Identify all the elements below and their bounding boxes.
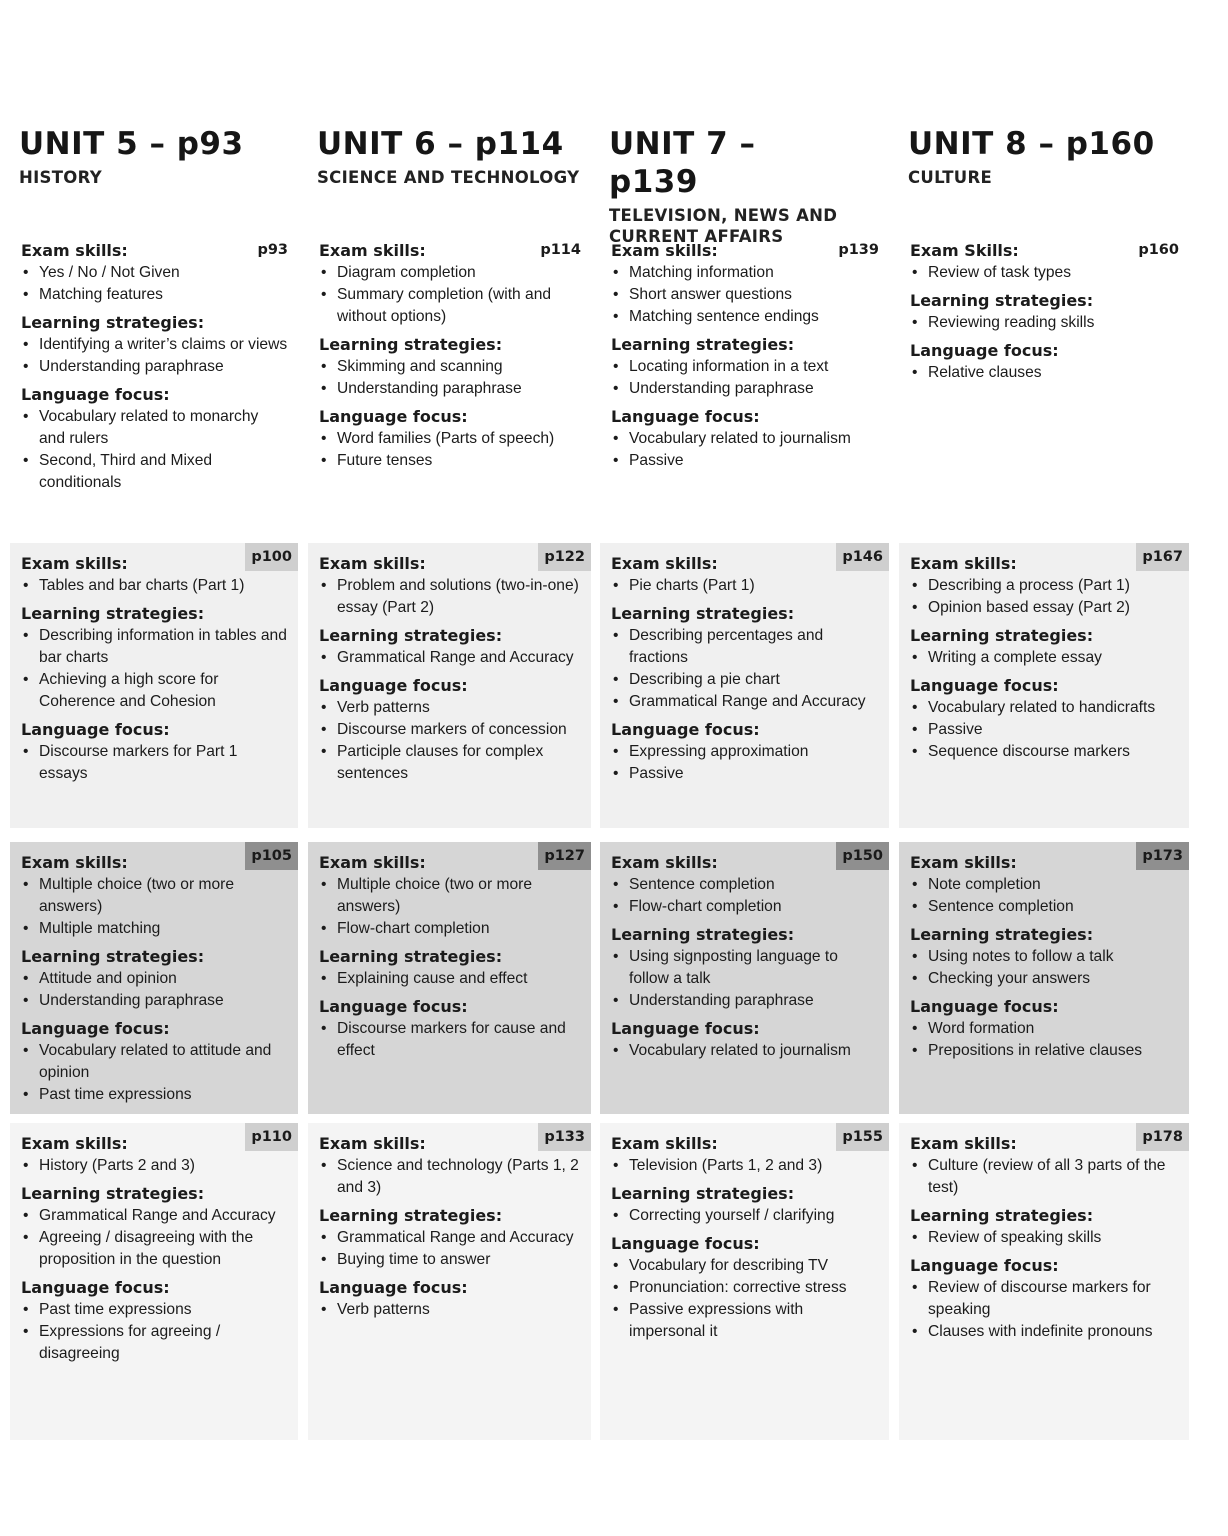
bullet-item: • Attitude and opinion [21,968,288,990]
bullet-list [319,968,581,990]
bullet-list [21,406,288,494]
bullet-item: • Prepositions in relative clauses [910,1040,1179,1062]
unit-title: UNIT 5 – p93 [19,126,244,162]
bullet-list [910,647,1179,669]
bullet-item: • Describing a pie chart [611,669,879,691]
bullet-item: • Matching sentence endings [611,306,879,328]
section-heading: Language focus: [611,407,760,426]
section-heading: Language focus: [611,720,760,739]
page-badge: p122 [538,543,591,571]
bullet-item: • Reviewing reading skills [910,312,1179,334]
bullet-list [319,428,581,472]
section-heading: Language focus: [319,407,468,426]
bullet-item: • Passive expressions with impersonal it [611,1299,879,1343]
bullet-item: • Understanding paraphrase [611,378,879,400]
bullet-list [319,697,581,785]
bullet-list [611,946,879,1012]
page-badge: p160 [1138,242,1179,258]
bullet-item: • Tables and bar charts (Part 1) [21,575,288,597]
bullet-item: • Checking your answers [910,968,1179,990]
bullet-list [21,968,288,1012]
bullet-list [21,1040,288,1106]
section-heading: Learning strategies: [319,626,503,645]
bullet-list [21,625,288,713]
bullet-list [910,697,1179,763]
bullet-item: • Flow-chart completion [611,896,879,918]
page-badge: p150 [836,842,889,870]
bullet-item: • Using signposting language to follow a talk [611,946,879,990]
bullet-item: • Discourse markers of concession [319,719,581,741]
page-badge: p167 [1136,543,1189,571]
section-heading: Exam skills: [21,853,128,872]
unit-8-header [908,125,1178,188]
unit-subtitle: HISTORY [19,168,102,187]
section-heading: Exam skills: [319,853,426,872]
page-badge: p114 [540,242,581,258]
bullet-item: • Passive [611,763,879,785]
bullet-item: • Expressing approximation [611,741,879,763]
bullet-item: • Grammatical Range and Accuracy [21,1205,288,1227]
bullet-list [21,334,288,378]
bullet-item: • Explaining cause and effect [319,968,581,990]
unit-title: UNIT 7 – p139 [609,126,756,200]
bullet-item: • Correcting yourself / clarifying [611,1205,879,1227]
bullet-item: • Discourse markers for cause and effect [319,1018,581,1062]
unit-subtitle: SCIENCE AND TECHNOLOGY [317,168,580,187]
unit-cell [600,1123,889,1440]
section-heading: Exam skills: [21,241,128,260]
section-heading: Language focus: [611,1234,760,1253]
bullet-item: • Multiple choice (two or more answers) [319,874,581,918]
bullet-item: • Vocabulary related to journalism [611,1040,879,1062]
section-heading: Language focus: [910,997,1059,1016]
bullet-list [910,946,1179,990]
bullet-list [910,575,1179,619]
bullet-item: • Review of speaking skills [910,1227,1179,1249]
bullet-item: • Past time expressions [21,1084,288,1106]
bullet-list [319,874,581,940]
bullet-item: • Describing a process (Part 1) [910,575,1179,597]
bullet-list [611,1040,879,1062]
bullet-item: • Matching features [21,284,288,306]
section-heading: Exam skills: [21,554,128,573]
bullet-list [910,1227,1179,1249]
bullet-item: • Future tenses [319,450,581,472]
unit-cell [10,842,298,1114]
unit-cell [10,230,298,530]
bullet-item: • Yes / No / Not Given [21,262,288,284]
bullet-item: • Verb patterns [319,697,581,719]
bullet-item: • Agreeing / disagreeing with the proposition in the question [21,1227,288,1271]
section-heading: Exam skills: [910,554,1017,573]
bullet-list [319,262,581,328]
section-heading: Exam skills: [319,1134,426,1153]
bullet-list [611,874,879,918]
bullet-item: • Opinion based essay (Part 2) [910,597,1179,619]
bullet-item: • Relative clauses [910,362,1179,384]
unit-title: UNIT 8 – p160 [908,126,1155,162]
bullet-item: • Matching information [611,262,879,284]
bullet-item: • Vocabulary for describing TV [611,1255,879,1277]
bullet-list [910,312,1179,334]
section-heading: Learning strategies: [21,1184,205,1203]
bullet-item: • Understanding paraphrase [611,990,879,1012]
bullet-list [611,356,879,400]
section-heading: Exam skills: [611,554,718,573]
page-badge: p127 [538,842,591,870]
bullet-item: • Review of task types [910,262,1179,284]
bullet-item: • Describing information in tables and bar charts [21,625,288,669]
bullet-item: • Understanding paraphrase [21,990,288,1012]
bullet-list [319,356,581,400]
bullet-item: • Word families (Parts of speech) [319,428,581,450]
section-heading: Language focus: [319,1278,468,1297]
section-heading: Learning strategies: [21,604,205,623]
section-heading: Language focus: [910,1256,1059,1275]
bullet-list [611,1155,879,1177]
bullet-item: • History (Parts 2 and 3) [21,1155,288,1177]
section-heading: Learning strategies: [910,626,1094,645]
section-heading: Exam skills: [910,1134,1017,1153]
bullet-item: • Culture (review of all 3 parts of the test) [910,1155,1179,1199]
unit-cell [600,230,889,530]
bullet-list [611,575,879,597]
section-heading: Learning strategies: [611,925,795,944]
page-badge: p100 [245,543,298,571]
bullet-list [910,262,1179,284]
section-heading: Exam skills: [319,241,426,260]
bullet-item: • Past time expressions [21,1299,288,1321]
bullet-item: • Identifying a writer’s claims or views [21,334,288,356]
bullet-item: • Grammatical Range and Accuracy [319,1227,581,1249]
bullet-item: • Using notes to follow a talk [910,946,1179,968]
bullet-item: • Skimming and scanning [319,356,581,378]
bullet-list [21,575,288,597]
section-heading: Learning strategies: [21,313,205,332]
section-heading: Learning strategies: [611,604,795,623]
bullet-item: • Writing a complete essay [910,647,1179,669]
bullet-item: • Participle clauses for complex sentences [319,741,581,785]
unit-cell [600,842,889,1114]
section-heading: Language focus: [21,1019,170,1038]
bullet-list [611,741,879,785]
unit-5-header [19,125,289,188]
bullet-item: • Review of discourse markers for speaking [910,1277,1179,1321]
bullet-list [319,1227,581,1271]
unit-6-header [317,125,587,188]
bullet-item: • Sentence completion [611,874,879,896]
section-heading: Learning strategies: [319,335,503,354]
section-heading: Language focus: [21,720,170,739]
unit-cell [899,230,1189,530]
bullet-item: • Passive [910,719,1179,741]
unit-7-header [609,125,849,247]
bullet-item: • Television (Parts 1, 2 and 3) [611,1155,879,1177]
bullet-list [611,262,879,328]
page-badge: p178 [1136,1123,1189,1151]
section-heading: Exam skills: [611,853,718,872]
bullet-item: • Science and technology (Parts 1, 2 and 3) [319,1155,581,1199]
unit-cell [10,1123,298,1440]
unit-cell [899,1123,1189,1440]
bullet-list [611,625,879,713]
bullet-list [910,1155,1179,1199]
unit-cell [308,230,591,530]
bullet-list [910,1018,1179,1062]
section-heading: Exam skills: [319,554,426,573]
section-heading: Learning strategies: [611,335,795,354]
unit-subtitle: CULTURE [908,168,993,187]
bullet-list [21,1155,288,1177]
page-badge: p146 [836,543,889,571]
section-heading: Exam skills: [21,1134,128,1153]
bullet-list [21,874,288,940]
bullet-item: • Passive [611,450,879,472]
bullet-list [910,1277,1179,1343]
bullet-item: • Discourse markers for Part 1 essays [21,741,288,785]
unit-cell [899,842,1189,1114]
bullet-item: • Understanding paraphrase [21,356,288,378]
unit-cell [10,543,298,828]
bullet-list [611,1205,879,1227]
bullet-list [21,741,288,785]
bullet-item: • Understanding paraphrase [319,378,581,400]
section-heading: Language focus: [319,676,468,695]
bullet-item: • Sentence completion [910,896,1179,918]
bullet-list [611,1255,879,1343]
section-heading: Learning strategies: [910,925,1094,944]
page-badge: p110 [245,1123,298,1151]
bullet-item: • Vocabulary related to monarchy and rulers [21,406,288,450]
bullet-item: • Word formation [910,1018,1179,1040]
page-badge: p133 [538,1123,591,1151]
bullet-item: • Vocabulary related to handicrafts [910,697,1179,719]
section-heading: Language focus: [319,997,468,1016]
bullet-item: • Clauses with indefinite pronouns [910,1321,1179,1343]
unit-cell [308,842,591,1114]
bullet-item: • Summary completion (with and without options) [319,284,581,328]
unit-cell [899,543,1189,828]
bullet-list [910,874,1179,918]
page-badge: p155 [836,1123,889,1151]
bullet-item: • Flow-chart completion [319,918,581,940]
bullet-item: • Expressions for agreeing / disagreeing [21,1321,288,1365]
bullet-list [319,1155,581,1199]
bullet-item: • Multiple choice (two or more answers) [21,874,288,918]
bullet-list [319,1299,581,1321]
section-heading: Language focus: [21,1278,170,1297]
bullet-item: • Buying time to answer [319,1249,581,1271]
bullet-list [611,428,879,472]
unit-subtitle: TELEVISION, NEWS AND CURRENT AFFAIRS [609,206,838,246]
section-heading: Language focus: [611,1019,760,1038]
bullet-list [21,1299,288,1365]
unit-cell [308,543,591,828]
bullet-list [319,647,581,669]
unit-title: UNIT 6 – p114 [317,126,564,162]
section-heading: Exam skills: [910,853,1017,872]
section-heading: Language focus: [21,385,170,404]
unit-cell [600,543,889,828]
page-badge: p173 [1136,842,1189,870]
bullet-list [910,362,1179,384]
section-heading: Learning strategies: [319,1206,503,1225]
bullet-item: • Vocabulary related to attitude and opinion [21,1040,288,1084]
page-badge: p93 [257,242,288,258]
section-heading: Learning strategies: [319,947,503,966]
bullet-item: • Problem and solutions (two-in-one) essay (Part 2) [319,575,581,619]
section-heading: Learning strategies: [910,291,1094,310]
bullet-item: • Grammatical Range and Accuracy [611,691,879,713]
bullet-item: • Describing percentages and fractions [611,625,879,669]
section-heading: Exam Skills: [910,241,1019,260]
bullet-item: • Sequence discourse markers [910,741,1179,763]
page-badge: p105 [245,842,298,870]
bullet-list [21,1205,288,1271]
unit-cell [308,1123,591,1440]
section-heading: Language focus: [910,341,1059,360]
section-heading: Learning strategies: [910,1206,1094,1225]
section-heading: Exam skills: [611,1134,718,1153]
bullet-item: • Verb patterns [319,1299,581,1321]
bullet-list [319,1018,581,1062]
bullet-item: • Pie charts (Part 1) [611,575,879,597]
section-heading: Learning strategies: [21,947,205,966]
bullet-item: • Achieving a high score for Coherence and Cohesion [21,669,288,713]
bullet-item: • Locating information in a text [611,356,879,378]
bullet-item: • Note completion [910,874,1179,896]
bullet-item: • Diagram completion [319,262,581,284]
bullet-list [21,262,288,306]
section-heading: Learning strategies: [611,1184,795,1203]
bullet-item: • Vocabulary related to journalism [611,428,879,450]
section-heading: Exam skills: [611,241,718,260]
bullet-item: • Short answer questions [611,284,879,306]
bullet-item: • Pronunciation: corrective stress [611,1277,879,1299]
bullet-list [319,575,581,619]
bullet-item: • Second, Third and Mixed conditionals [21,450,288,494]
bullet-item: • Multiple matching [21,918,288,940]
section-heading: Language focus: [910,676,1059,695]
page-badge: p139 [838,242,879,258]
bullet-item: • Grammatical Range and Accuracy [319,647,581,669]
